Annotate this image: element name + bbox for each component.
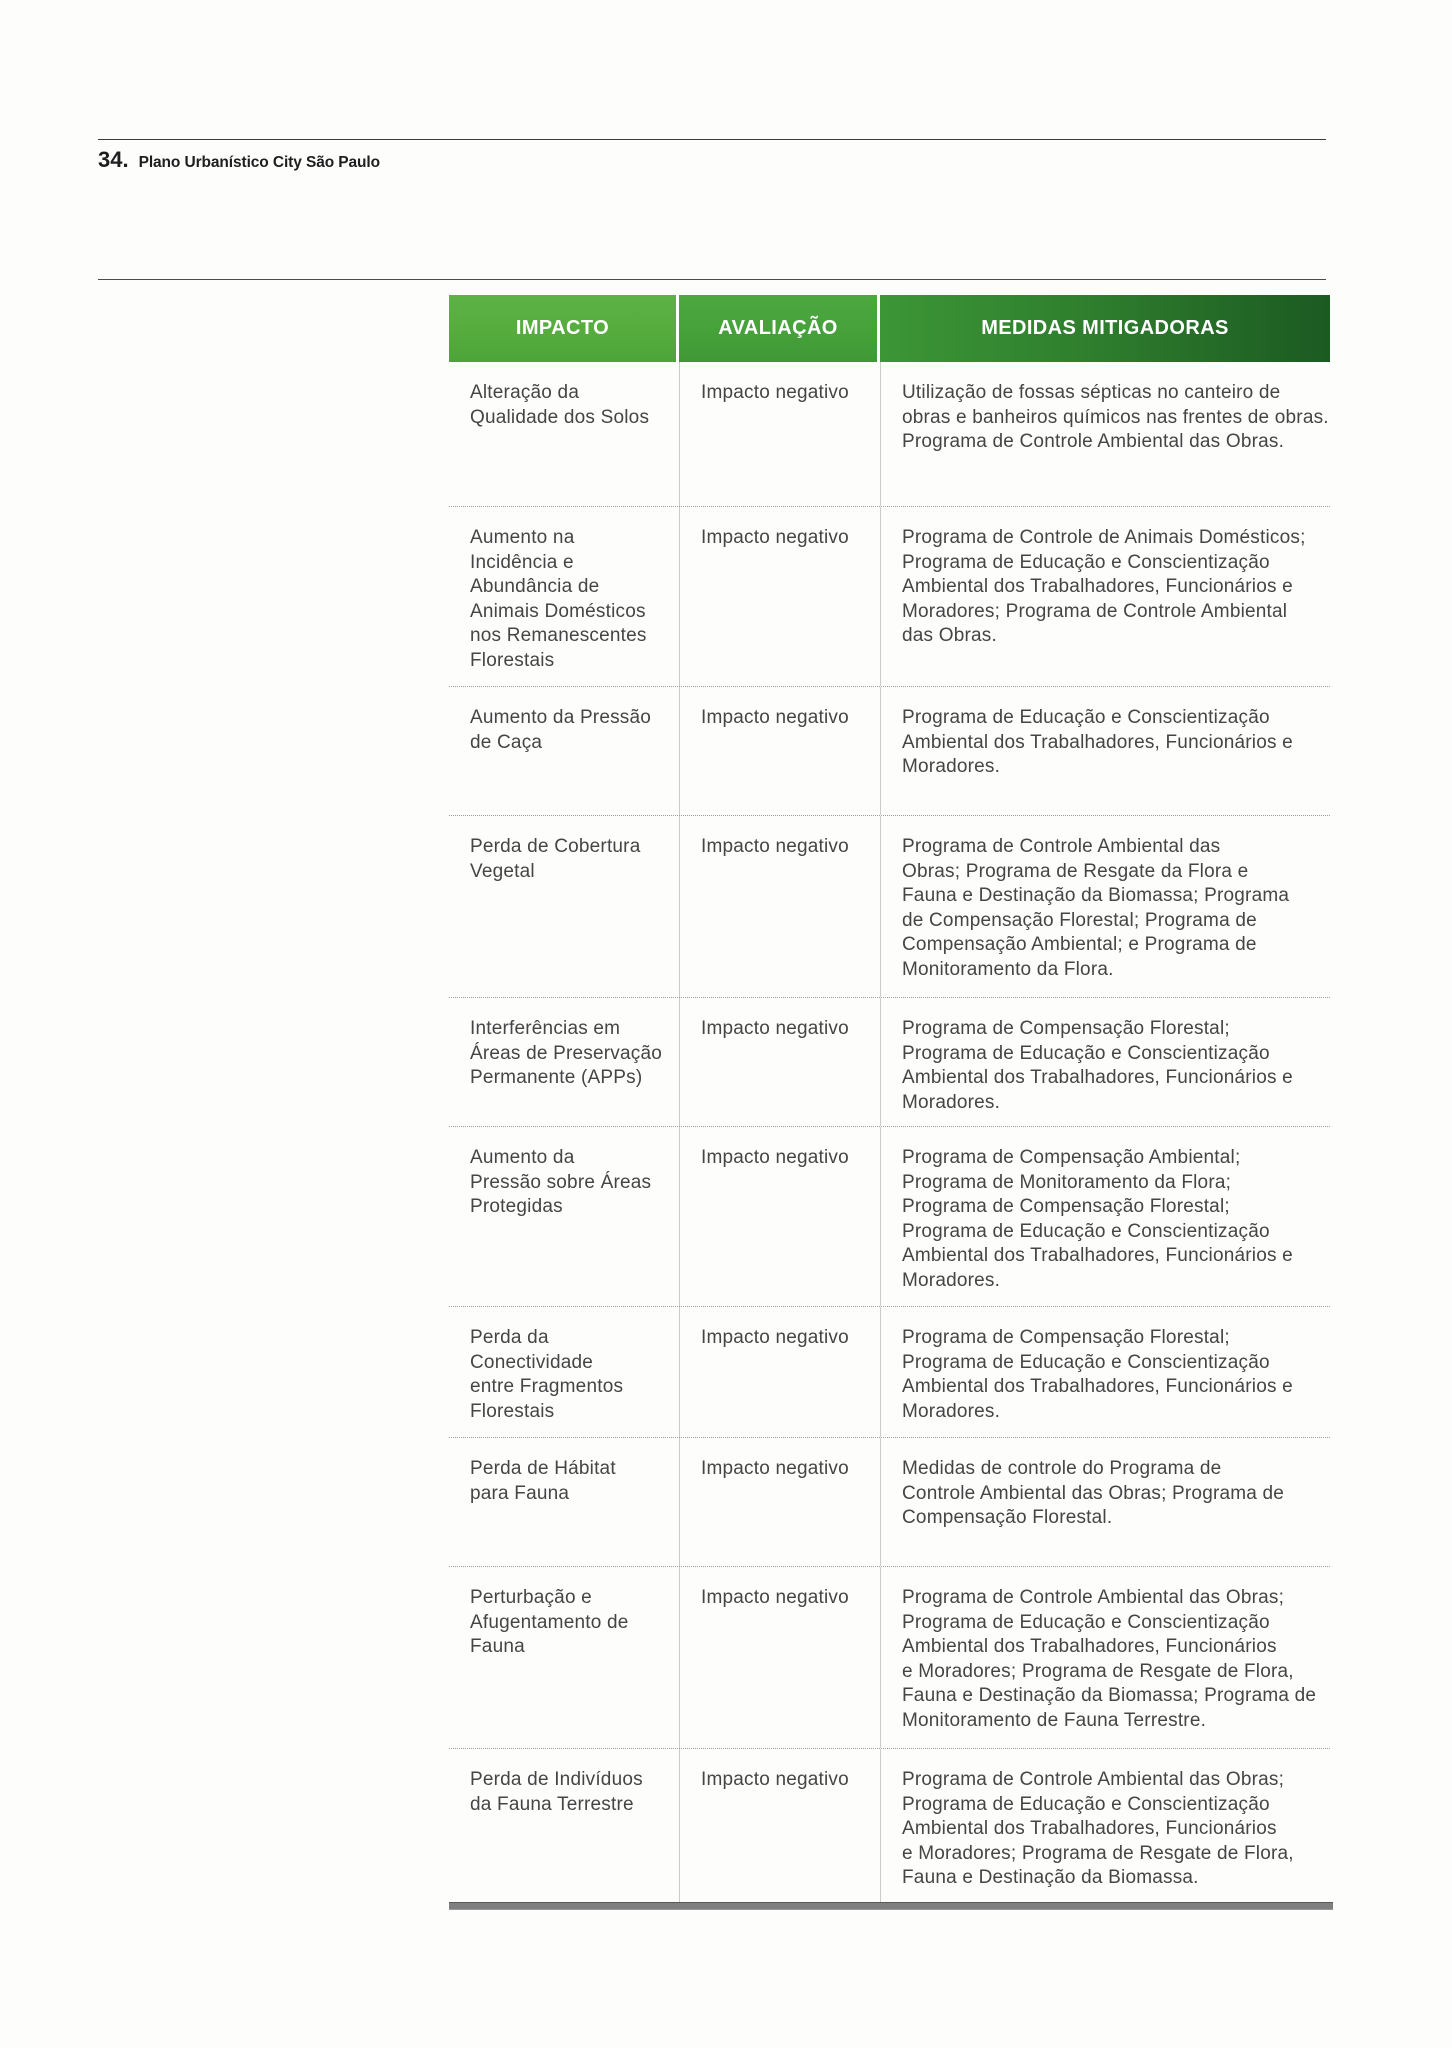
header-impacto: IMPACTO [449,295,679,362]
impact-cell: Aumento da Pressão de Caça [470,707,652,753]
evaluation-cell: Impacto negativo [679,1127,880,1306]
running-header [98,147,380,173]
impact-cell: Aumento da Pressão sobre Áreas Protegidas [470,1147,652,1217]
top-rule [98,139,1326,140]
mitigation-cell: Programa de Compensação Florestal; Programa de Educação e Conscientização Ambiental dos Trabalhadores, Funcionários e Moradores. [880,998,1330,1126]
table-row [449,1749,1330,1902]
mitigation-cell: Utilização de fossas sépticas no canteiro de obras e banheiros químicos nas frentes de obras. Programa de Controle Ambiental das Obras. [880,362,1330,506]
mitigation-cell: Programa de Compensação Florestal; Programa de Educação e Conscientização Ambiental dos Trabalhadores, Funcionários e Moradores. [880,1307,1330,1437]
impact-cell: Alteração da Qualidade dos Solos [470,382,650,428]
impact-cell: Perda de Cobertura Vegetal [470,836,641,882]
section-rule [98,279,1326,280]
publication-title: Plano Urbanístico City São Paulo [138,154,380,171]
evaluation-cell: Impacto negativo [679,687,880,815]
evaluation-cell: Impacto negativo [679,1567,880,1748]
mitigation-cell: Programa de Controle Ambiental das Obras; Programa de Resgate da Flora e Fauna e Destinação da Biomassa; Programa de Compensação Florestal; Programa de Compensação Ambiental; e Programa de Monitoramento da Flora. [880,816,1330,997]
evaluation-cell: Impacto negativo [679,507,880,686]
evaluation-cell: Impacto negativo [679,1438,880,1566]
impact-cell: Perda de Indivíduos da Fauna Terrestre [470,1769,643,1815]
table-row [449,507,1330,687]
mitigation-cell: Programa de Compensação Ambiental; Programa de Monitoramento da Flora; Programa de Compensação Florestal; Programa de Educação e Conscientização Ambiental dos Trabalhadores, Funcionários e Moradores. [880,1127,1330,1306]
evaluation-cell: Impacto negativo [679,1307,880,1437]
impact-cell: Perturbação e Afugentamento de Fauna [470,1587,629,1657]
table-row [449,998,1330,1127]
impact-cell: Interferências em Áreas de Preservação Permanente (APPs) [470,1018,662,1088]
impact-cell: Perda da Conectividade entre Fragmentos Florestais [470,1327,624,1422]
evaluation-cell: Impacto negativo [679,816,880,997]
header-medidas: MEDIDAS MITIGADORAS [880,295,1330,362]
impact-cell: Aumento na Incidência e Abundância de Animais Domésticos nos Remanescentes Florestais [470,527,647,671]
evaluation-cell: Impacto negativo [679,998,880,1126]
table-row [449,362,1330,507]
table-row [449,1307,1330,1438]
mitigation-cell: Programa de Controle Ambiental das Obras; Programa de Educação e Conscientização Ambiental dos Trabalhadores, Funcionários e Moradores; Programa de Resgate de Flora, Fauna e Destinação da Biomassa; Programa de Monitoramento de Fauna Terrestre. [880,1567,1330,1748]
table-row [449,687,1330,816]
table-row [449,1438,1330,1567]
mitigation-cell: Programa de Educação e Conscientização Ambiental dos Trabalhadores, Funcionários e Moradores. [880,687,1330,815]
page-number: 34. [98,147,129,172]
evaluation-cell: Impacto negativo [679,362,880,506]
evaluation-cell: Impacto negativo [679,1749,880,1902]
table-header-row [449,295,1330,362]
table-row [449,1567,1330,1749]
mitigation-cell: Medidas de controle do Programa de Controle Ambiental das Obras; Programa de Compensação Florestal. [880,1438,1330,1566]
table-row [449,816,1330,998]
table-row [449,1127,1330,1307]
mitigation-cell: Programa de Controle de Animais Domésticos; Programa de Educação e Conscientização Ambiental dos Trabalhadores, Funcionários e Moradores; Programa de Controle Ambiental das Obras. [880,507,1330,686]
header-avaliacao: AVALIAÇÃO [679,295,880,362]
impact-cell: Perda de Hábitat para Fauna [470,1458,616,1504]
table-bottom-bar [449,1902,1333,1910]
impact-table [449,295,1330,1910]
mitigation-cell: Programa de Controle Ambiental das Obras; Programa de Educação e Conscientização Ambiental dos Trabalhadores, Funcionários e Moradores; Programa de Resgate de Flora, Fauna e Destinação da Biomassa. [880,1749,1330,1902]
